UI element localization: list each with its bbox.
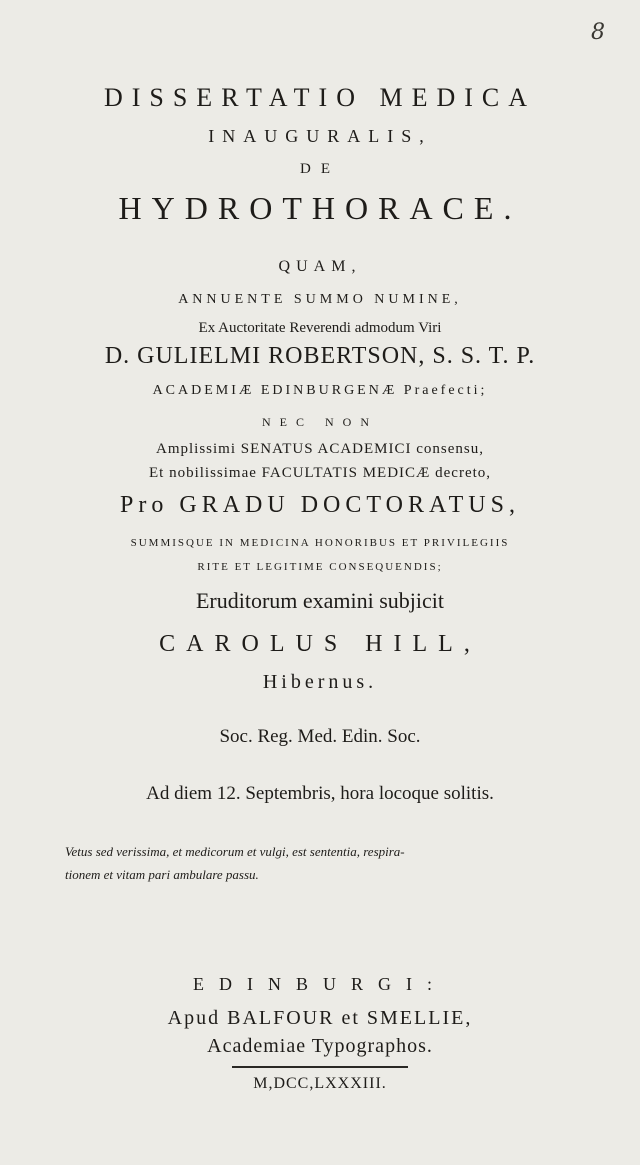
epigraph-line-1: Vetus sed verissima, et medicorum et vulgi, est sententia, respira- (65, 844, 405, 859)
author-name: CAROLUS HILL, (159, 631, 481, 657)
amplissimi-line: Amplissimi SENATUS ACADEMICI consensu, (155, 441, 485, 457)
title-line-3: DE (300, 161, 340, 177)
pro-gradu-line: Pro GRADU DOCTORATUS, (120, 492, 520, 518)
nec-non-line: NEC NON (262, 415, 378, 429)
imprint-printers: Apud BALFOUR et SMELLIE, (167, 1007, 473, 1029)
robertson-line: D. GULIELMI ROBERTSON, S. S. T. P. (104, 343, 536, 369)
author-origin: Hibernus. (262, 671, 378, 693)
title-line-2: INAUGURALIS, (208, 126, 432, 146)
society-line: Soc. Reg. Med. Edin. Soc. (219, 726, 421, 747)
page-number: 8 (591, 20, 605, 45)
auctoritate-line: Ex Auctoritate Reverendi admodum Viri (198, 320, 442, 336)
imprint-city: EDINBURGI: (193, 974, 447, 994)
quam-line: QUAM, (278, 258, 362, 275)
eruditorum-line: Eruditorum examini subjicit (195, 588, 445, 613)
date-line: Ad diem 12. Septembris, hora locoque solitis. (146, 783, 494, 804)
nobilissimae-line: Et nobilissimae FACULTATIS MEDICÆ decreto, (148, 465, 492, 481)
summisque-line: SUMMISQUE IN MEDICINA HONORIBUS ET PRIVILEGIIS (130, 537, 510, 549)
annuente-line: ANNUENTE SUMMO NUMINE, (178, 292, 462, 307)
imprint-rule (232, 1066, 408, 1068)
epigraph-line-2: tionem et vitam pari ambulare passu. (65, 867, 259, 882)
rite-line: RITE ET LEGITIME CONSEQUENDIS; (197, 561, 443, 573)
title-line-1: DISSERTATIO MEDICA (103, 83, 537, 112)
title-main: HYDROTHORACE. (118, 190, 522, 226)
imprint-year: M,DCC,LXXXIII. (253, 1075, 387, 1092)
academiae-line: ACADEMIÆ EDINBURGENÆ Praefecti; (152, 383, 488, 398)
imprint-role: Academiae Typographos. (207, 1035, 433, 1057)
